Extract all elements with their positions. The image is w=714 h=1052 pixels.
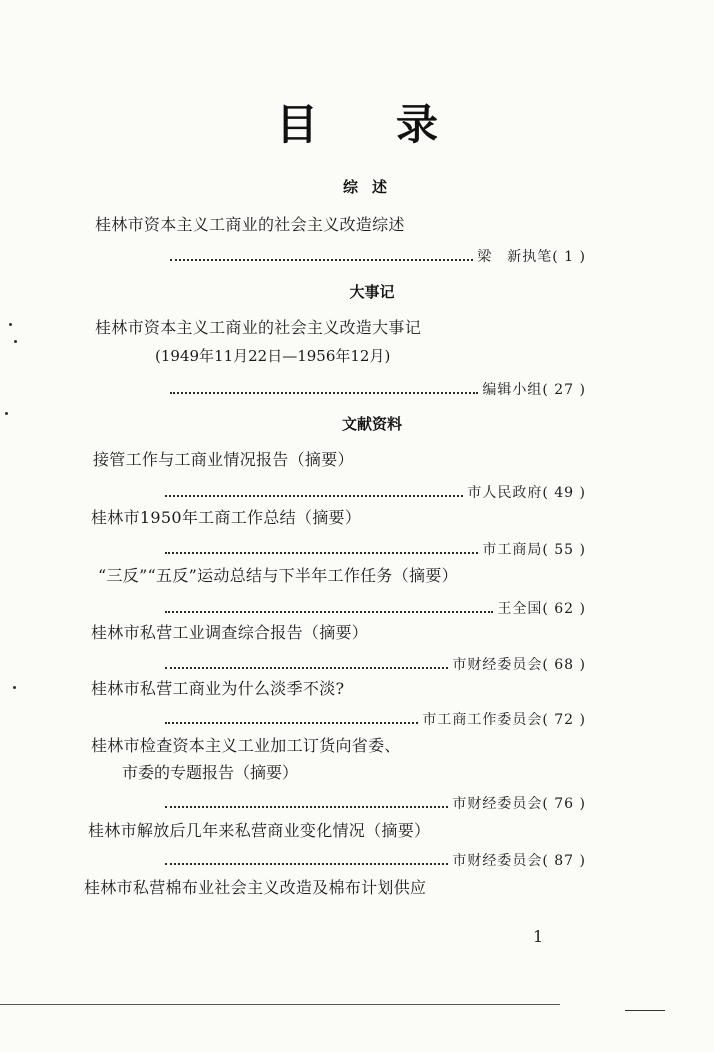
toc-entry-author: 市财经委员会	[452, 657, 543, 673]
toc-entry-author: 市工商工作委员会	[422, 712, 543, 728]
toc-entry-page: ( 49 )	[542, 485, 586, 501]
toc-entry-title: 桂林市资本主义工商业的社会主义改造大事记	[95, 318, 422, 337]
toc-entry-page: ( 55 )	[542, 542, 586, 558]
dot-leader	[165, 552, 478, 554]
toc-entry-title: 接管工作与工商业情况报告（摘要）	[93, 450, 354, 469]
toc-entry-page: ( 62 )	[542, 601, 586, 617]
toc-entry-leader	[165, 850, 586, 872]
scan-edge-line	[625, 1010, 665, 1011]
toc-entry-leader	[165, 709, 586, 731]
toc-entry-page: ( 27 )	[542, 382, 586, 398]
toc-entry-page: ( 76 )	[542, 796, 586, 812]
title-char-2: 录	[396, 100, 439, 149]
section-heading-wenxian: 文献资料	[341, 415, 402, 433]
toc-entry-page: ( 72 )	[542, 712, 586, 728]
dot-leader	[165, 667, 448, 669]
toc-entry-author: 王全国	[497, 601, 543, 617]
toc-entry-leader	[170, 246, 586, 268]
scan-speck	[9, 323, 12, 326]
toc-entry-page: ( 87 )	[542, 853, 586, 869]
scan-speck	[14, 340, 17, 343]
title-char-1: 目	[275, 100, 318, 149]
dot-leader	[165, 722, 418, 724]
toc-entry-title: 桂林市1950年工商工作总结（摘要）	[91, 508, 362, 527]
toc-entry-title: 桂林市检查资本主义工业加工订货向省委、	[91, 736, 401, 755]
toc-entry-leader	[165, 539, 586, 561]
toc-entry-leader	[170, 379, 586, 401]
page-title	[0, 100, 714, 150]
toc-entry-author: 编辑小组	[482, 382, 543, 398]
toc-entry-subtitle: (1949年11月22日—1956年12月)	[155, 347, 391, 365]
dot-leader	[165, 611, 493, 613]
toc-entry-page: ( 1 )	[552, 249, 586, 265]
toc-entry-title: 桂林市解放后几年来私营商业变化情况（摘要）	[88, 821, 431, 840]
toc-entry-author: 梁 新执笔	[477, 249, 553, 265]
toc-entry-leader	[165, 482, 586, 504]
toc-entry-title: “三反”“五反”运动总结与下半年工作任务（摘要）	[98, 566, 458, 585]
toc-entry-title: 桂林市资本主义工商业的社会主义改造综述	[95, 215, 405, 234]
toc-entry-author: 市财经委员会	[452, 796, 543, 812]
dot-leader	[165, 863, 448, 865]
toc-entry-subtitle: 市委的专题报告（摘要）	[122, 763, 299, 782]
section-heading-zongshu: 综述	[342, 178, 401, 196]
section-heading-dashiji: 大事记	[349, 283, 395, 301]
toc-entry-leader	[165, 654, 586, 676]
dot-leader	[170, 392, 478, 394]
toc-entry-author: 市工商局	[482, 542, 543, 558]
scan-speck	[5, 412, 8, 415]
dot-leader	[165, 806, 448, 808]
dot-leader	[165, 495, 463, 497]
scan-speck	[13, 686, 16, 689]
scan-edge-line	[0, 1004, 560, 1005]
toc-entry-title: 桂林市私营工业调查综合报告（摘要）	[91, 623, 369, 642]
toc-entry-page: ( 68 )	[542, 657, 586, 673]
page-number: 1	[533, 927, 544, 946]
dot-leader	[170, 259, 473, 261]
toc-entry-leader	[165, 793, 586, 815]
toc-entry-title: 桂林市私营棉布业社会主义改造及棉布计划供应	[84, 878, 427, 897]
toc-entry-leader	[165, 598, 586, 620]
toc-entry-author: 市财经委员会	[452, 853, 543, 869]
toc-entry-author: 市人民政府	[467, 485, 543, 501]
toc-entry-title: 桂林市私营工商业为什么淡季不淡?	[91, 679, 345, 698]
